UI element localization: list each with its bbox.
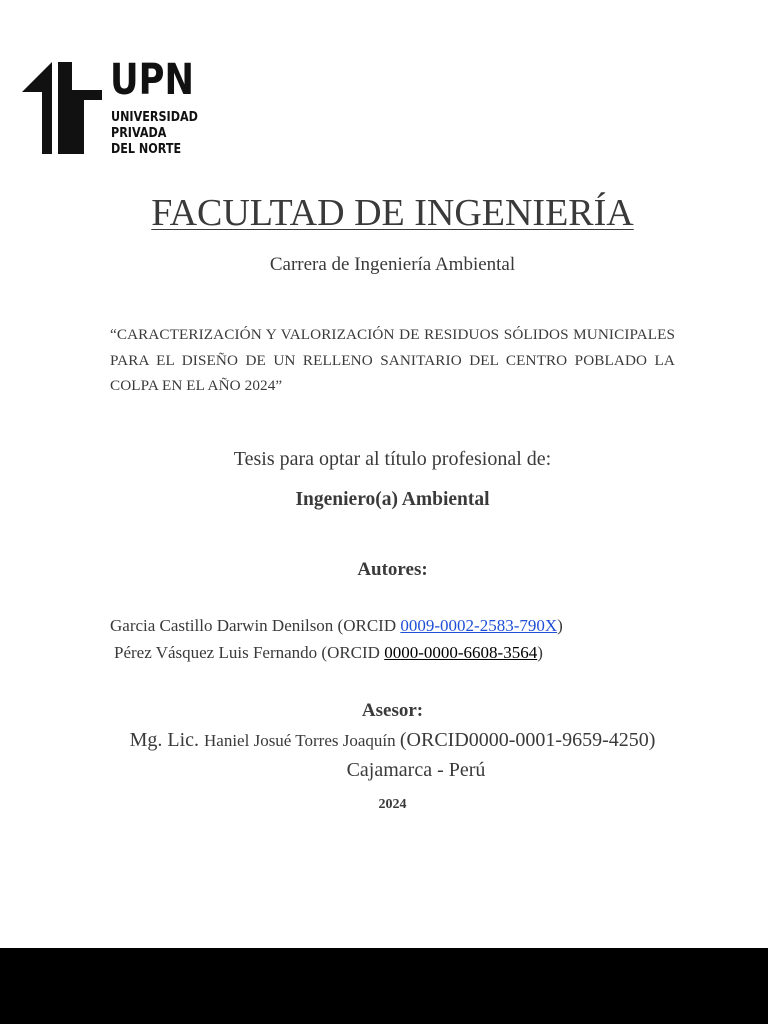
year: 2024 — [378, 797, 407, 812]
author-1-close: ) — [557, 616, 563, 635]
faculty-title-text: FACULTAD DE INGENIERÍA — [151, 192, 634, 234]
logo-line-3: DEL NORTE — [111, 142, 182, 157]
bottom-black-bar — [0, 948, 768, 1024]
career-name: Carrera de Ingeniería Ambiental — [269, 254, 516, 275]
author-1-orcid-link[interactable]: 0009-0002-2583-790X — [400, 616, 558, 635]
advisor-heading: Asesor: — [361, 700, 424, 721]
logo-line-2: PRIVADA — [111, 126, 167, 141]
location: Cajamarca - Perú — [346, 759, 486, 781]
thesis-purpose: Tesis para optar al título profesional de: — [233, 448, 552, 470]
author-1-name: Garcia Castillo Darwin Denilson (ORCID — [110, 616, 401, 635]
thesis-title: “CARACTERIZACIÓN Y VALORIZACIÓN DE RESIDUOS SÓLIDOS MUNICIPALES PARA EL DISEÑO DE UN RELLENO SANITARIO DEL CENTRO POBLADO LA COLPA EN EL AÑO 2024” — [110, 326, 675, 394]
advisor-orcid: (ORCID0000-0001-9659-4250) — [399, 729, 656, 751]
author-2-orcid-link[interactable]: 0000-0000-6608-3564 — [384, 643, 538, 662]
faculty-title — [0, 190, 768, 236]
advisor-entry — [0, 727, 768, 755]
logo-line-1: UNIVERSIDAD — [111, 110, 198, 125]
upn-logo — [22, 55, 202, 160]
upn-arrow-logo-icon — [22, 60, 102, 156]
author-entry-1 — [110, 614, 563, 638]
author-2-close: ) — [537, 643, 543, 662]
author-2-name: Pérez Vásquez Luis Fernando (ORCID — [114, 643, 385, 662]
logo-university-name — [111, 110, 198, 158]
advisor-name: Haniel Josué Torres Joaquín — [204, 731, 400, 750]
advisor-title: Mg. Lic. — [129, 729, 205, 751]
authors-heading: Autores: — [357, 559, 428, 580]
author-entry-2 — [114, 641, 543, 665]
logo-brand-text: UPN — [110, 55, 194, 105]
degree-name: Ingeniero(a) Ambiental — [295, 489, 490, 510]
